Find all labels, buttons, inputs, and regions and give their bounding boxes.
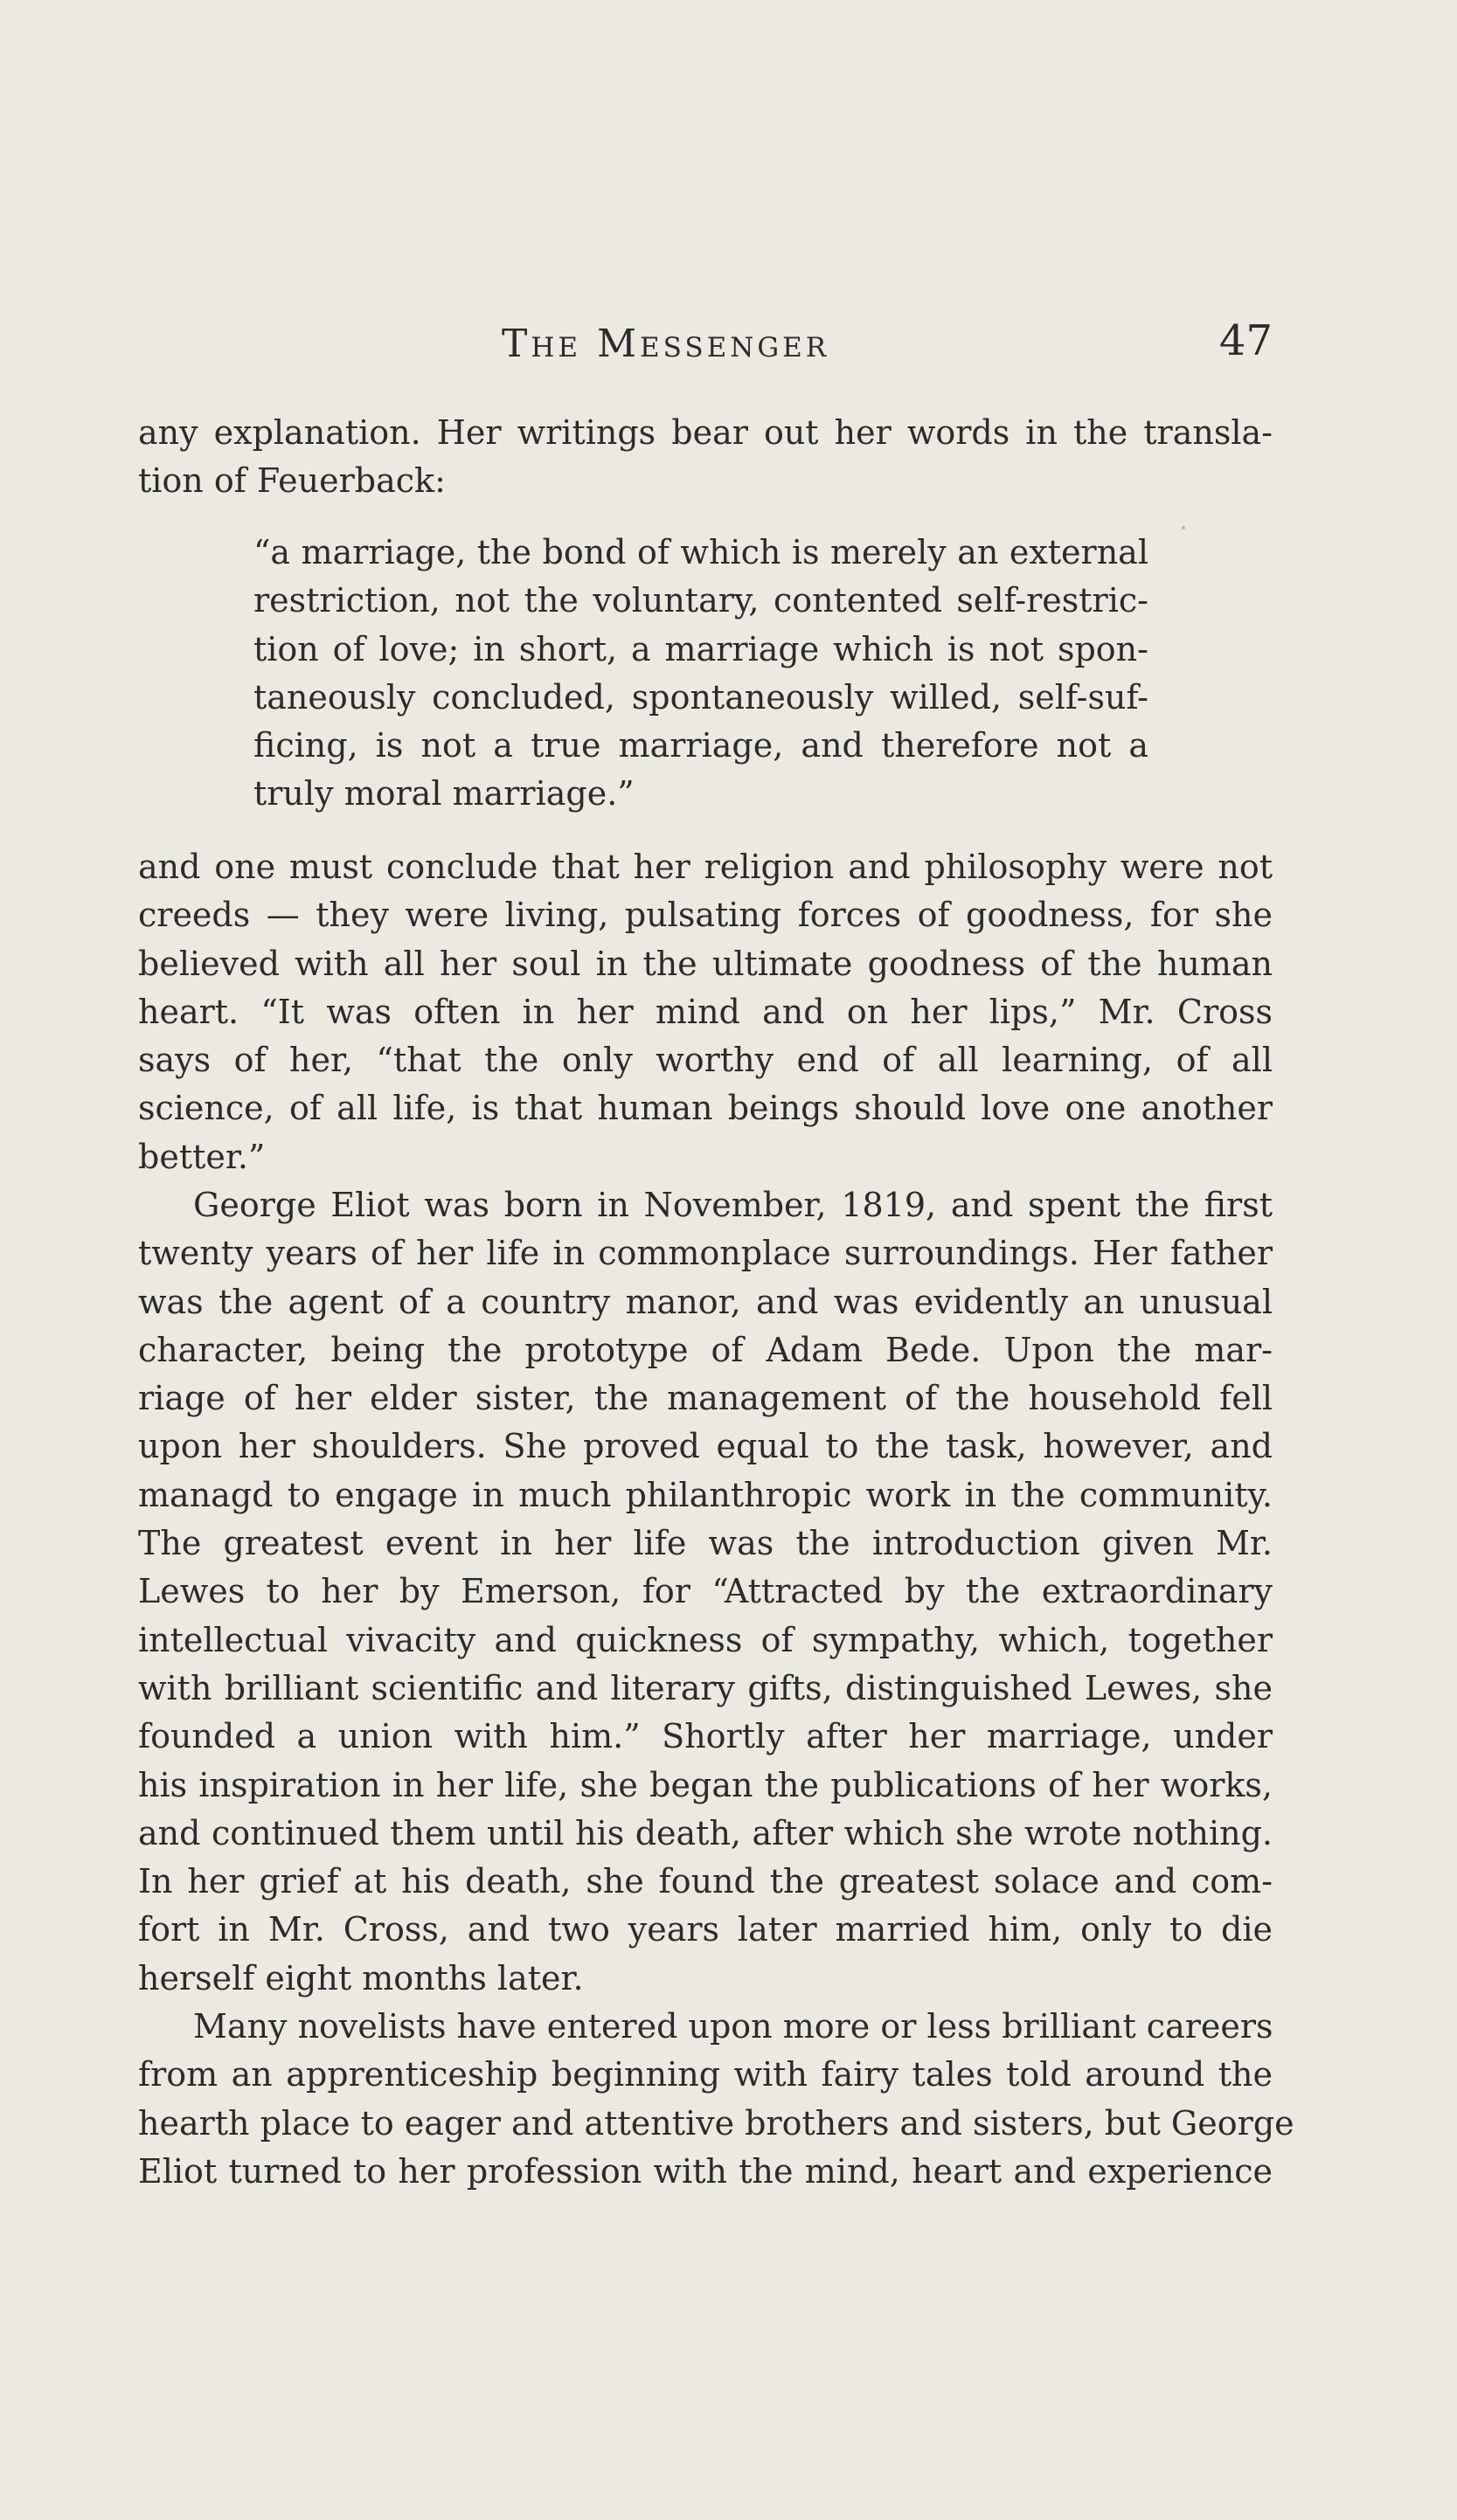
- text-line: says of her, “that the only worthy end of all learning, of all: [138, 1041, 1273, 1080]
- text-line: science, of all life, is that human beings should love one another: [138, 1089, 1273, 1128]
- text-line: tion of Feuerback:: [138, 461, 446, 501]
- text-line: and continued them until his death, after which she wrote nothing.: [138, 1813, 1273, 1852]
- text-line: riage of her elder sister, the management of the household fell: [138, 1379, 1273, 1418]
- text-line: heart. “It was often in her mind and on her lips,” Mr. Cross: [138, 992, 1273, 1031]
- text-line: better.”: [138, 1137, 266, 1176]
- text-line: Lewes to her by Emerson, for “Attracted by the extraordinary: [138, 1572, 1273, 1611]
- text-line: character, being the prototype of Adam Bede. Upon the mar-: [138, 1330, 1273, 1369]
- quote-line: “a marriage, the bond of which is merely an external: [253, 533, 1148, 571]
- quote-line: ficing, is not a true marriage, and therefore not a: [253, 726, 1148, 765]
- text-line: upon her shoulders. She proved equal to the task, however, and: [138, 1427, 1273, 1466]
- text-line: from an apprenticeship beginning with fairy tales told around the: [138, 2055, 1273, 2094]
- quote-line: tion of love; in short, a marriage which is not spon-: [253, 629, 1148, 668]
- quote-line: taneously concluded, spontaneously willed, self-suf-: [253, 677, 1148, 717]
- text-line: believed with all her soul in the ultimate goodness of the human: [138, 944, 1273, 983]
- text-line: Eliot turned to her profession with the mind, heart and experience: [138, 2151, 1273, 2191]
- paragraph-1: [138, 843, 1273, 1181]
- text-line: twenty years of her life in commonplace surroundings. Her father: [138, 1234, 1273, 1273]
- running-title: The Messenger: [502, 322, 830, 366]
- intro-paragraph: [138, 409, 1273, 506]
- text-line: herself eight months later.: [138, 1958, 584, 1997]
- block-quote: [253, 529, 1148, 819]
- text-line: any explanation. Her writings bear out her words in the transla-: [138, 413, 1273, 452]
- page-header: [138, 316, 1273, 377]
- text-line: Many novelists have entered upon more or less brilliant careers: [193, 2007, 1273, 2046]
- quote-line: restriction, not the voluntary, contented self-restric-: [253, 581, 1148, 620]
- quote-line: truly moral marriage.”: [253, 774, 635, 813]
- paragraph-2: [138, 1181, 1273, 2003]
- text-line: fort in Mr. Cross, and two years later married him, only to die: [138, 1910, 1273, 1949]
- page-number: 47: [1218, 316, 1273, 365]
- page-speck: [1182, 526, 1185, 530]
- text-line: intellectual vivacity and quickness of sympathy, which, together: [138, 1620, 1273, 1659]
- text-line: The greatest event in her life was the introduction given Mr.: [138, 1524, 1273, 1563]
- text-line: creeds — they were living, pulsating forces of goodness, for she: [138, 896, 1273, 935]
- text-line: his inspiration in her life, she began the publications of her works,: [138, 1765, 1273, 1804]
- paragraph-3: [138, 2003, 1294, 2196]
- text-line: founded a union with him.” Shortly after her marriage, under: [138, 1717, 1273, 1756]
- text-line: was the agent of a country manor, and was evidently an unusual: [138, 1282, 1273, 1321]
- text-line: In her grief at his death, she found the greatest solace and com-: [138, 1862, 1273, 1901]
- text-line: and one must conclude that her religion and philosophy were not: [138, 848, 1273, 886]
- text-line: George Eliot was born in November, 1819, and spent the first: [193, 1186, 1273, 1224]
- text-line: with brilliant scientific and literary gifts, distinguished Lewes, she: [138, 1668, 1273, 1707]
- text-line: hearth place to eager and attentive brothers and sisters, but George: [138, 2103, 1294, 2143]
- text-line: managd to engage in much philanthropic work in the community.: [138, 1475, 1273, 1514]
